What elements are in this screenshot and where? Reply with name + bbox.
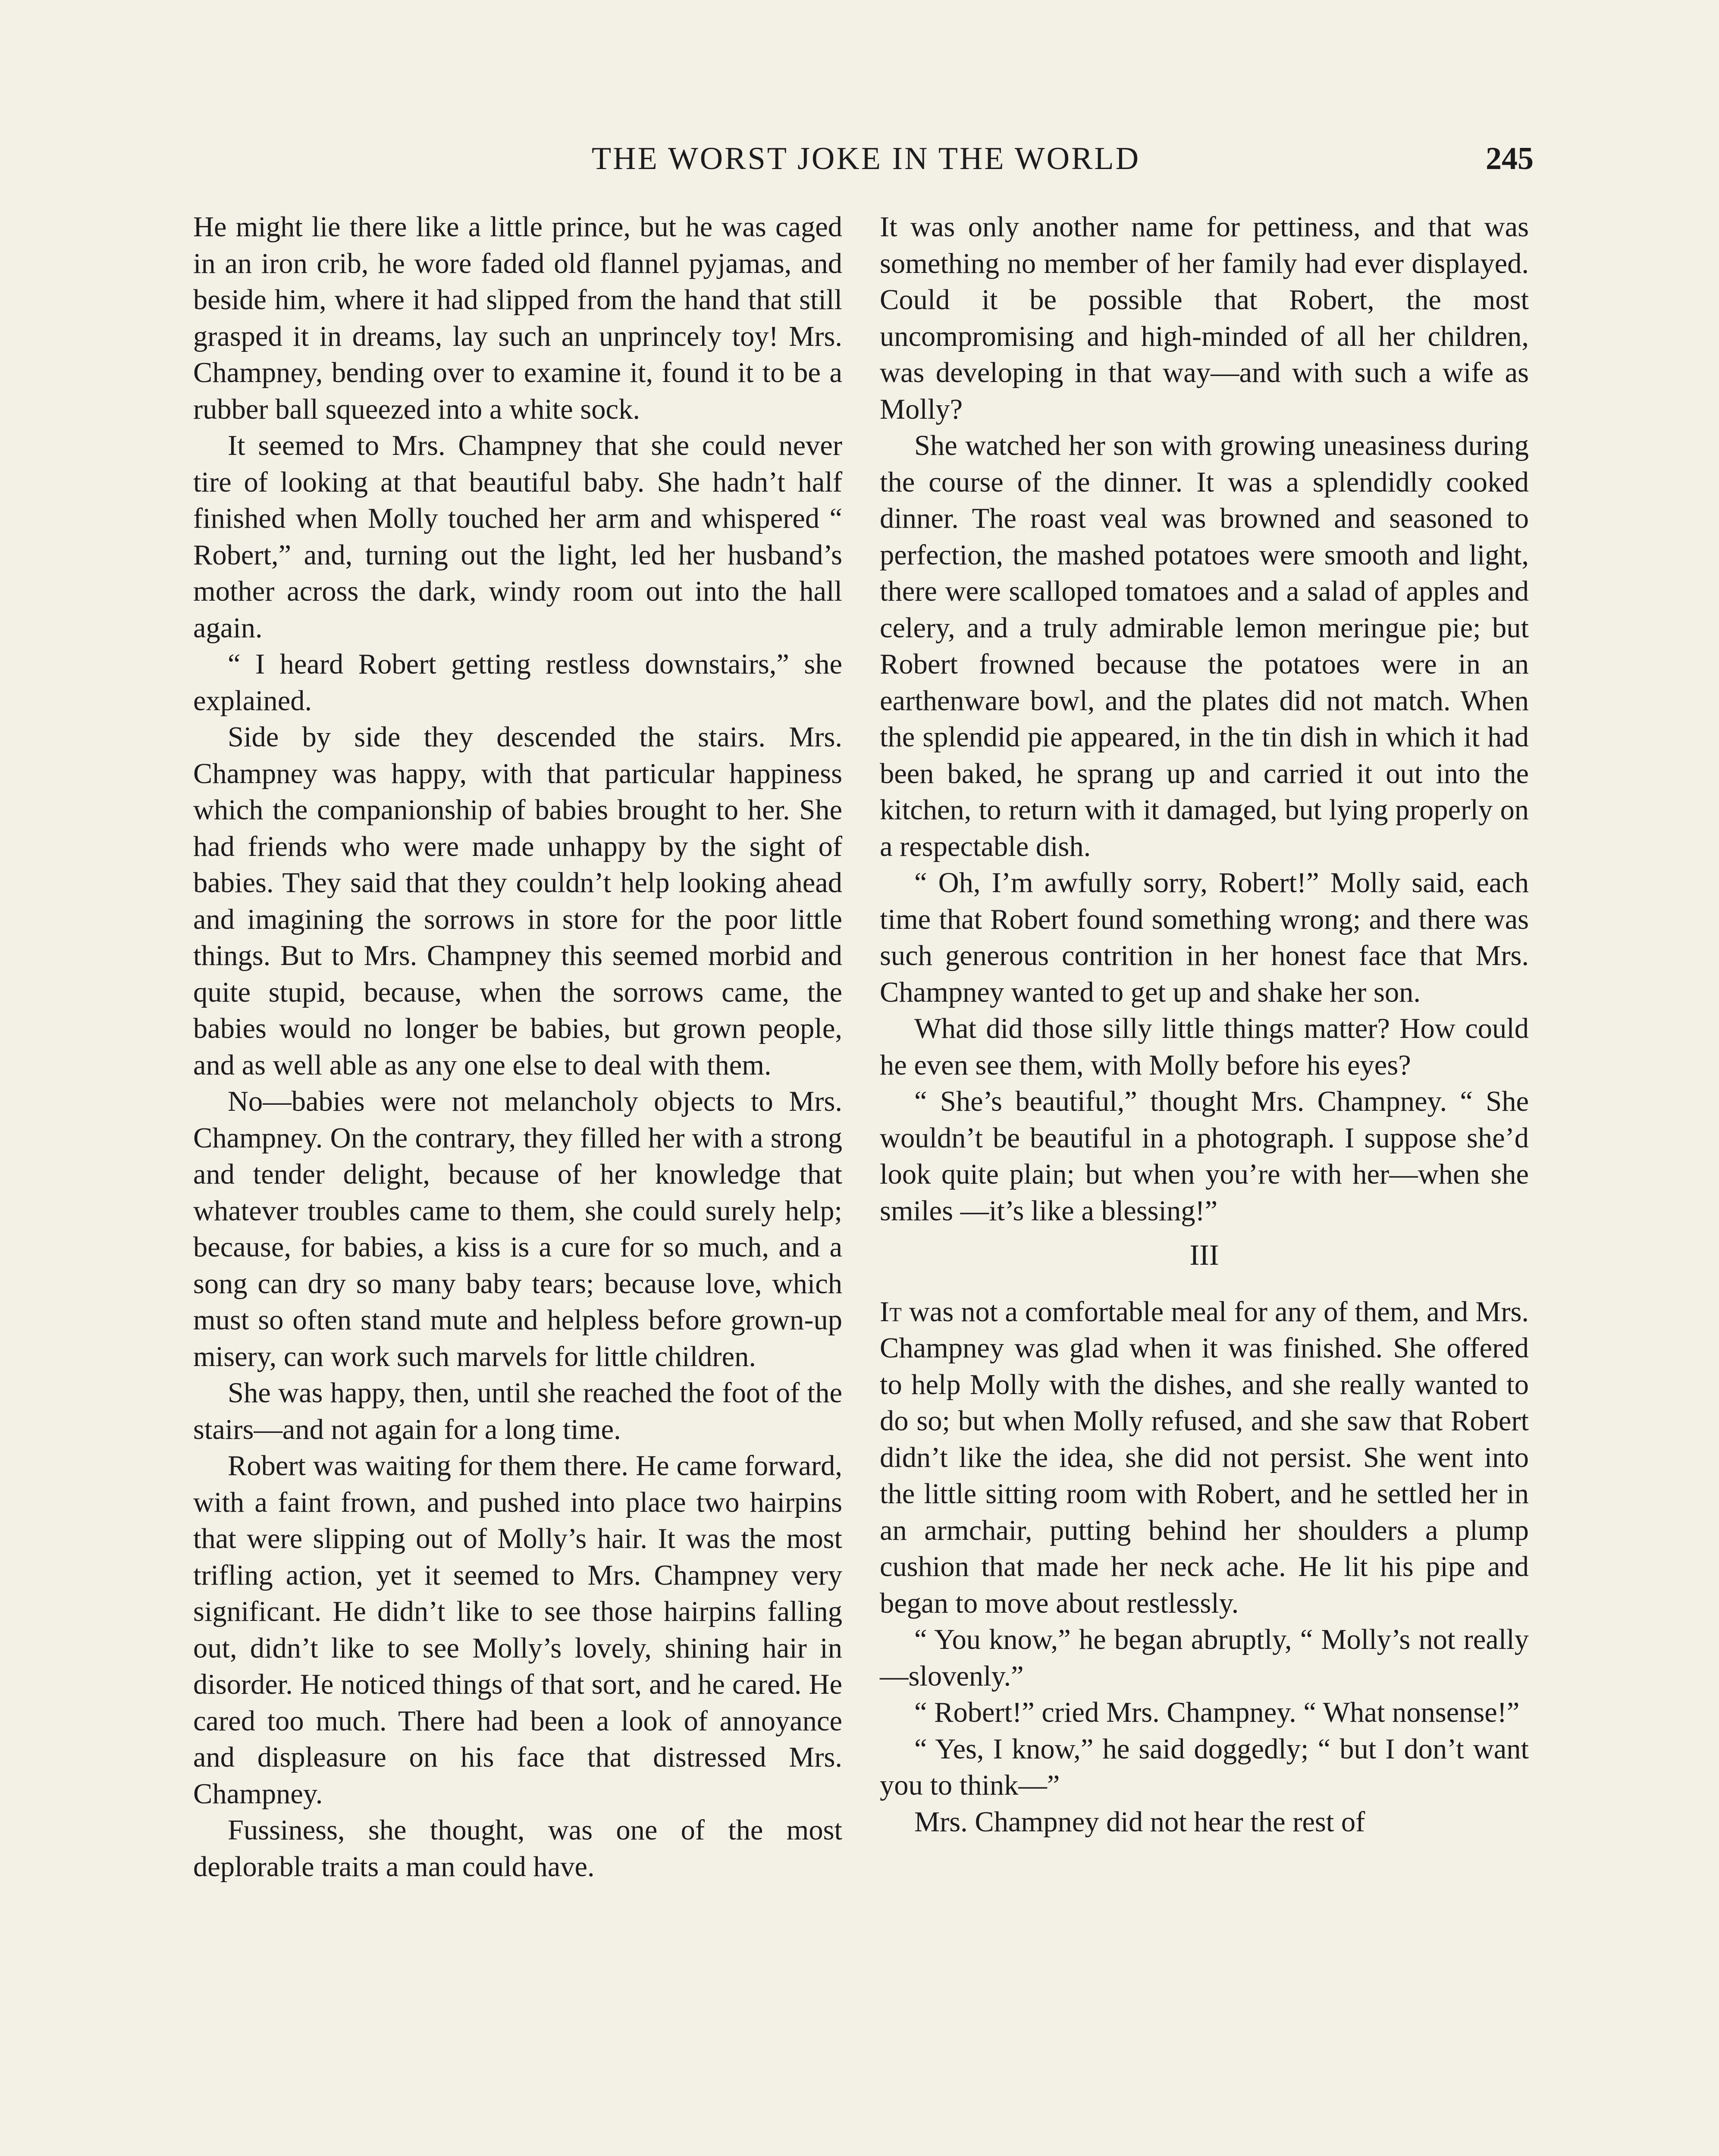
- page-header: [198, 137, 1534, 185]
- section-first-text: was not a comfortable meal for any of them, and Mrs. Champney was glad when it was finished. She offered to help Molly with the dishes, and she really wanted to do so; but when Molly refused, and she saw that Robert didn’t like the idea, she did not persist. She went into the little sitting room with Robert, and he settled her in an armchair, putting behind her shoulders a plump cushion that made her neck ache. He lit his pipe and began to move about restlessly.: [880, 1296, 1529, 1619]
- page-number: 245: [1486, 141, 1534, 176]
- running-title: THE WORST JOKE IN THE WORLD: [591, 141, 1141, 176]
- paragraph: Fussiness, she thought, was one of the most deplorable traits a man could have.: [193, 1814, 842, 1883]
- section-first-word: It: [880, 1296, 902, 1328]
- right-column: [880, 209, 1529, 1840]
- paragraph: It was only another name for pettiness, and that was something no member of her family had ever displayed. Could it be possible that Robert, the most uncompromising and high-minded of all her children, was developing in that way—and with such a wife as Molly?: [880, 211, 1529, 425]
- paragraph: No—babies were not melancholy objects to Mrs. Champney. On the contrary, they filled her with a strong and tender delight, because of her knowledge that whatever troubles came to them, she could surely help; because, for babies, a kiss is a cure for so much, and a song can dry so many baby tears; because love, which must so often stand mute and helpless before grown-up misery, can work such marvels for little children.: [193, 1086, 842, 1373]
- section-opening-paragraph: [880, 1294, 1529, 1622]
- paragraph: Mrs. Champney did not hear the rest of: [914, 1806, 1365, 1838]
- paragraph: He might lie there like a little prince, but he was caged in an iron crib, he wore faded old flannel pyjamas, and beside him, where it had slipped from the hand that still grasped it in dreams, lay such an unprincely toy! Mrs. Champney, bending over to examine it, found it to be a rubber ball squeezed into a white sock.: [193, 211, 842, 425]
- paragraph: “ You know,” he began abruptly, “ Molly’s not really—slovenly.”: [880, 1624, 1529, 1692]
- paragraph: What did those silly little things matter? How could he even see them, with Molly before his eyes?: [880, 1013, 1529, 1081]
- paragraph: Robert was waiting for them there. He came forward, with a faint frown, and pushed into place two hairpins that were slipping out of Molly’s hair. It was the most trifling action, yet it seemed to Mrs. Champney very significant. He didn’t like to see those hairpins falling out, didn’t like to see Molly’s lovely, shining hair in disorder. He noticed things of that sort, and he cared. He cared too much. There had been a look of annoyance and displeasure on his face that distressed Mrs. Champney.: [193, 1450, 842, 1810]
- paragraph: “ Robert!” cried Mrs. Champney. “ What nonsense!”: [914, 1697, 1520, 1728]
- paragraph: Side by side they descended the stairs. Mrs. Champney was happy, with that particular happiness which the companionship of babies brought to her. She had friends who were made unhappy by the sight of babies. They said that they couldn’t help looking ahead and imagining the sorrows in store for the poor little things. But to Mrs. Champney this seemed morbid and quite stupid, because, when the sorrows came, the babies would no longer be babies, but grown people, and as well able as any one else to deal with them.: [193, 721, 842, 1081]
- paragraph: “ Oh, I’m awfully sorry, Robert!” Molly said, each time that Robert found something wrong; and there was such generous contrition in her honest face that Mrs. Champney wanted to get up and shake her son.: [880, 867, 1529, 1008]
- paragraph: She was happy, then, until she reached the foot of the stairs—and not again for a long time.: [193, 1377, 842, 1445]
- paragraph: “ Yes, I know,” he said doggedly; “ but I don’t want you to think—”: [880, 1733, 1529, 1801]
- section-number: III: [1189, 1238, 1219, 1271]
- left-column: [193, 209, 842, 1885]
- paragraph: “ She’s beautiful,” thought Mrs. Champney. “ She wouldn’t be beautiful in a photograph. I suppose she’d look quite plain; but when you’re with her—when she smiles —it’s like a blessing!”: [880, 1086, 1529, 1227]
- paragraph: It seemed to Mrs. Champney that she could never tire of looking at that beautiful baby. She hadn’t half finished when Molly touched her arm and whispered “ Robert,” and, turning out the light, led her husband’s mother across the dark, windy room out into the hall again.: [193, 430, 842, 644]
- paragraph: “ I heard Robert getting restless downstairs,” she explained.: [193, 649, 842, 717]
- paragraph: She watched her son with growing uneasiness during the course of the dinner. It was a splendidly cooked dinner. The roast veal was browned and seasoned to perfection, the mashed potatoes were smooth and light, there were scalloped tomatoes and a salad of apples and celery, and a truly admirable lemon meringue pie; but Robert frowned because the potatoes were in an earthenware bowl, and the plates did not match. When the splendid pie appeared, in the tin dish in which it had been baked, he sprang up and carried it out into the kitchen, to return with it damaged, but lying properly on a respectable dish.: [880, 430, 1529, 862]
